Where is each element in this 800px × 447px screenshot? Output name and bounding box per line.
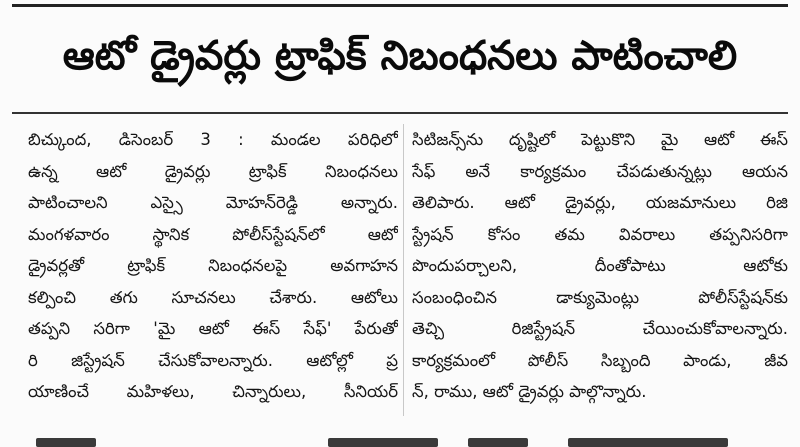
text-line: ఉన్న ఆటో డ్రైవర్లు ట్రాఫిక్ నిబంధనలు xyxy=(28,161,398,181)
column-divider xyxy=(403,124,404,416)
text-line: మంగళవారం స్థానిక పోలీస్‌స్టేషన్‌లో ఆటో xyxy=(28,224,398,244)
text-line: తెచ్చి రిజిస్ట్రేషన్ చేయించుకోవాలన్నారు. xyxy=(412,319,788,338)
text-line: పొందుపర్చాలని, దీంతోపాటు ఆటోకు xyxy=(412,256,788,275)
text-line: న్, రాము, ఆటో డ్రైవర్లు పాల్గొన్నారు. xyxy=(412,382,647,401)
top-rule xyxy=(12,4,788,7)
text-line: యాణించే మహిళలు, చిన్నారులు, సీనియర్ xyxy=(28,382,398,401)
text-line: డ్రైవర్లతో ట్రాఫిక్ నిబంధనలపై అవగాహన xyxy=(28,256,398,275)
text-line: పాటించాలని ఎస్సై మోహన్‌రెడ్డి అన్నారు. xyxy=(28,193,398,212)
cropped-text-fragment xyxy=(328,438,438,447)
text-line: స్ట్రేషన్ కోసం తమ వివరాలు తప్పనిసరిగా xyxy=(412,224,788,244)
text-line: బిచ్కుంద, డిసెంబర్ 3 : మండల పరిధిలో xyxy=(28,130,398,149)
text-line: తెలిపారు. ఆటో డ్రైవర్లు, యజమానులు రిజి xyxy=(412,193,788,212)
text-line: కల్పించి తగు సూచనలు చేశారు. ఆటోలు xyxy=(28,287,398,307)
article-column-right xyxy=(412,124,788,408)
cropped-text-fragment xyxy=(468,438,528,447)
article-column-left xyxy=(28,124,398,408)
text-line: రి జిస్ట్రేషన్ చేసుకోవాలన్నారు. ఆటోల్లో ప్ర xyxy=(28,350,398,370)
cropped-text-fragment xyxy=(568,438,728,447)
text-line: సిటిజన్స్‌ను దృష్టిలో పెట్టుకొని మై ఆటో ఈస్ xyxy=(412,130,788,149)
text-line: సంబంధించిన డాక్యుమెంట్లు పోలీస్‌స్టేషన్‌కు xyxy=(412,287,788,307)
headline-rule xyxy=(12,112,788,114)
text-line: కార్యక్రమంలో పోలీస్ సిబ్బంది పాండు, జీవ xyxy=(412,350,788,370)
cropped-text-fragment xyxy=(36,438,96,447)
article-headline: ఆటో డ్రైవర్లు ట్రాఫిక్ నిబంధనలు పాటించాలి xyxy=(62,33,738,79)
text-line: తప్పని సరిగా 'మై ఆటో ఈస్ సేఫ్' పేరుతో xyxy=(28,319,398,338)
text-line: సేఫ్ అనే కార్యక్రమం చేపడుతున్నట్లు ఆయన xyxy=(412,161,788,181)
cropped-next-headline xyxy=(28,430,788,447)
